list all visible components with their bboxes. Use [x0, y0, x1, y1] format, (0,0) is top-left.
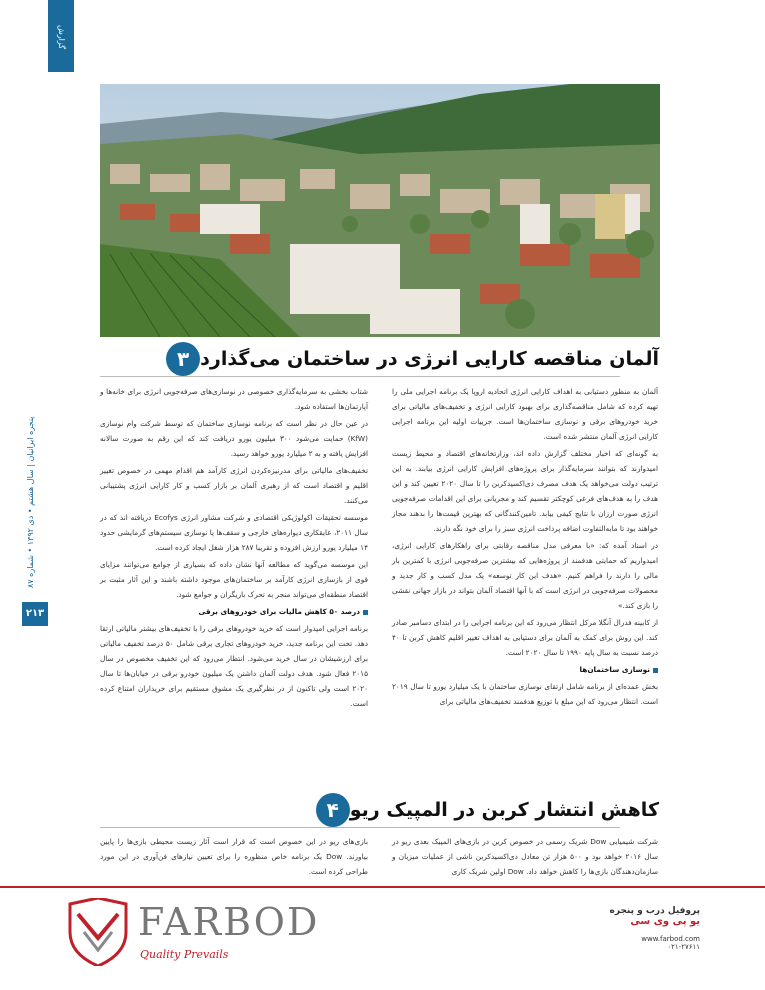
- paragraph: در عین حال در نظر است که برنامه نوسازی ساختمان که توسط شرکت وام نوسازی (KfW) حمایت می‌شود ۳۰۰ میلیون یورو دریافت کند که این رقم به صورت سالانه افزایش یافته و به ۲ میلیارد یورو خواهد رسید.: [100, 419, 369, 458]
- article4-heading: [310, 793, 659, 827]
- paragraph: شتاب بخشی به سرمایه‌گذاری خصوصی در نوسازی‌های صرفه‌جویی انرژی برای خانه‌ها و آپارتمان‌ها استفاده شود.: [100, 387, 368, 411]
- section-tab-label: گزارش: [57, 24, 66, 50]
- side-running-title: [22, 400, 44, 610]
- ad-product-line: پروفیل درب و پنجره: [609, 906, 700, 916]
- article4-title: کاهش انتشار کربن در المپیک ریو: [349, 799, 659, 821]
- paragraph: این موسسه می‌گوید که مطالعه آنها نشان داده که بسیاری از جوامع می‌توانند مزایای قوی از بازسازی انرژی کارآمد بر ساختمان‌های موجود داشته باشند و این آثار مثبت بر اقتصاد منطقه‌ای می‌تواند منجر به تحرک بازیگران و جوامع شود.: [100, 560, 368, 599]
- article3-heading: [160, 342, 659, 376]
- farbod-tagline: Quality Prevails: [140, 948, 229, 961]
- ad-phone: ۰۲۱-۲۷۶۱۱: [667, 943, 700, 951]
- bullet-icon: [653, 668, 658, 673]
- page-number: ۲۱۳: [22, 602, 48, 626]
- subheading-text: درصد ۵۰ کاهش مالیات برای خودروهای برقی: [198, 607, 360, 616]
- subheading-ev-tax: [100, 604, 368, 619]
- paragraph: آلمان به منظور دستیابی به اهداف کارایی انرژی اتحادیه اروپا یک برنامه اجرایی ملی را تهیه کرده که شامل مناقصه‌گذاری برای بهبود کارایی انرژی و تخفیف‌های مالیاتی برای خرید خودروهای برقی و نوسازی ساختمان‌ها است. جزییات اولیه این برنامه اجرایی کارایی انرژی آلمان منتشر شده است.: [392, 387, 658, 441]
- city-photo: [100, 84, 660, 337]
- paragraph: تخفیف‌های مالیاتی برای مدرنیزه‌کردن انرژی کارآمد هم اقدام مهمی در خصوص تغییر اقلیم و اقتصاد است که از رهبری آلمان بر بازار کسب و کار کارایی انرژی پشتیبانی می‌کنند.: [100, 466, 368, 505]
- paragraph: از کابینه فدرال آنگلا مرکل انتظار می‌رود که این برنامه اجرایی را در ابتدای دسامبر صادر کند. این روش برای کمک به آلمان برای دستیابی به اهداف تغییر اقلیم کاهش کربن تا ۴۰ درصد نسبت به سال پایه ۱۹۹۰ تا سال ۲۰۲۰ است.: [392, 618, 658, 657]
- farbod-brand: FARBOD: [138, 900, 320, 944]
- article3-right-column: [392, 384, 658, 711]
- ad-info: [570, 906, 700, 951]
- paragraph: در اسناد آمده که: «با معرفی مدل مناقصه رقابتی برای راهکارهای کارایی انرژی، امیدواریم که حمایتی هدفمند از پروژه‌هایی که بیشترین صرفه‌جویی انرژی با کمترین بار مالی را دارند را فراهم کنیم. «هدف این کار توسعه» یک مدل کسب و کار جدید و محصولات صرفه‌جویی در انرژی است که با آنها اقتصاد آلمان بتواند در بازار جهانی نقشی را بازی کند.»: [392, 541, 658, 610]
- paragraph: بخش عمده‌ای از برنامه شامل ارتقای نوسازی ساختمان با یک میلیارد یورو تا سال ۲۰۱۹ است. انتظار می‌رود که این مبلغ با توزیع هدفمند تخفیف‌های مالیاتی برای: [392, 682, 658, 706]
- side-running-title-text: پنجره ایرانیان | سال هشتم • دی ۱۳۹۲ • شماره ۸۷: [26, 416, 35, 589]
- article4-right-column: [392, 834, 658, 881]
- subheading-text: نوسازی ساختمان‌ها: [579, 665, 650, 674]
- ad-website[interactable]: www.farbod.com: [641, 935, 700, 943]
- paragraph: موسسه تحقیقات اکولوژیکی اقتصادی و شرکت مشاور انرژی Ecofys دریافته اند که در سال ۲۰۱۱، عایقکاری دیواره‌های خارجی و سقف‌ها یا نوسازی سیستم‌های گرمایشی حدود ۱۴ میلیارد یورو ارزش افزوده و تقریبا ۲۸۷ هزار شغل ایجاد کرده است.: [100, 513, 368, 552]
- article3-title: آلمان مناقصه کارایی انرژی در ساختمان می‌گذارد: [200, 348, 659, 370]
- farbod-logo-icon: [66, 898, 130, 966]
- bullet-icon: [363, 610, 368, 615]
- footer-rule: [0, 886, 765, 888]
- paragraph: به گونه‌ای که اخبار مختلف گزارش داده اند، وزارتخانه‌های اقتصاد و محیط زیست امیدوارند که بتوانند سرمایه‌گذار برای پروژه‌های افزایش کارایی انرژی بیابند. به این ترتیب دولت می‌خواهد یک هدف مصرف دی‌اکسیدکربن را تا سال ۲۰۲۰ تعیین کند و این هدف را به هدف‌های فرعی کوچکتر تقسیم کند و مجریانی برای این اقدامات صرفه‌جویی انرژی صورت ارزان با نتایج کیفی بیابد. تامین‌کنندگانی که بهترین قیمت‌ها را بدهند مجاز خواهند بود تا مابه‌التفاوت اضافه پرداخت انرژی سبز را برای خود نگه دارند.: [392, 449, 659, 533]
- article3-heading-rule: [100, 376, 620, 377]
- article3-number: ۳: [166, 342, 200, 376]
- article3-left-column: [100, 384, 368, 713]
- city-photo-illustration: [100, 84, 660, 337]
- ad-product-type: یو پی وی سی: [630, 916, 700, 927]
- subheading-building-renovation: [392, 662, 658, 677]
- article4-number: ۴: [316, 793, 350, 827]
- paragraph: بازی‌های ریو در این خصوص است که قرار است آثار زیست محیطی بازی‌ها را پایین بیاورند. Dow یک برنامه خاص منظوره را برای تعیین نیازهای فن‌آوری در این مورد طراحی کرده است.: [100, 837, 368, 876]
- paragraph: شرکت شیمیایی Dow شریک رسمی در خصوص کربن در بازی‌های المپیک بعدی ریو در سال ۲۰۱۶ خواهد بود و ۵۰۰ هزار تن معادل دی‌اکسیدکربن ناشی از عملیات میزبان و سازمان‌دهندگان بازی‌ها را کاهش خواهد داد. Dow اولین شریک کاری: [392, 837, 658, 876]
- article4-heading-rule: [100, 827, 620, 828]
- paragraph: برنامه اجرایی امیدوار است که خرید خودروهای برقی را با تخفیف‌های بیشتر مالیاتی ارتقا دهد. تحت این برنامه جدید، خرید خودروهای تجاری برقی شامل ۵۰ درصد تخفیف مالیاتی برای ارزشیشان در سال خرید می‌شود. انتظار می‌رود که این تخفیف مخصوص در سال ۲۰۱۵ فعال شود. هدف دولت آلمان داشتن یک میلیون خودرو برقی در خیابان‌ها تا سال ۲۰۲۰ است ولی تاکنون از در نظرگیری یک مشوق مستقیم برای خریداران امتناع کرده است.: [100, 624, 368, 708]
- article4-left-column: [100, 834, 368, 881]
